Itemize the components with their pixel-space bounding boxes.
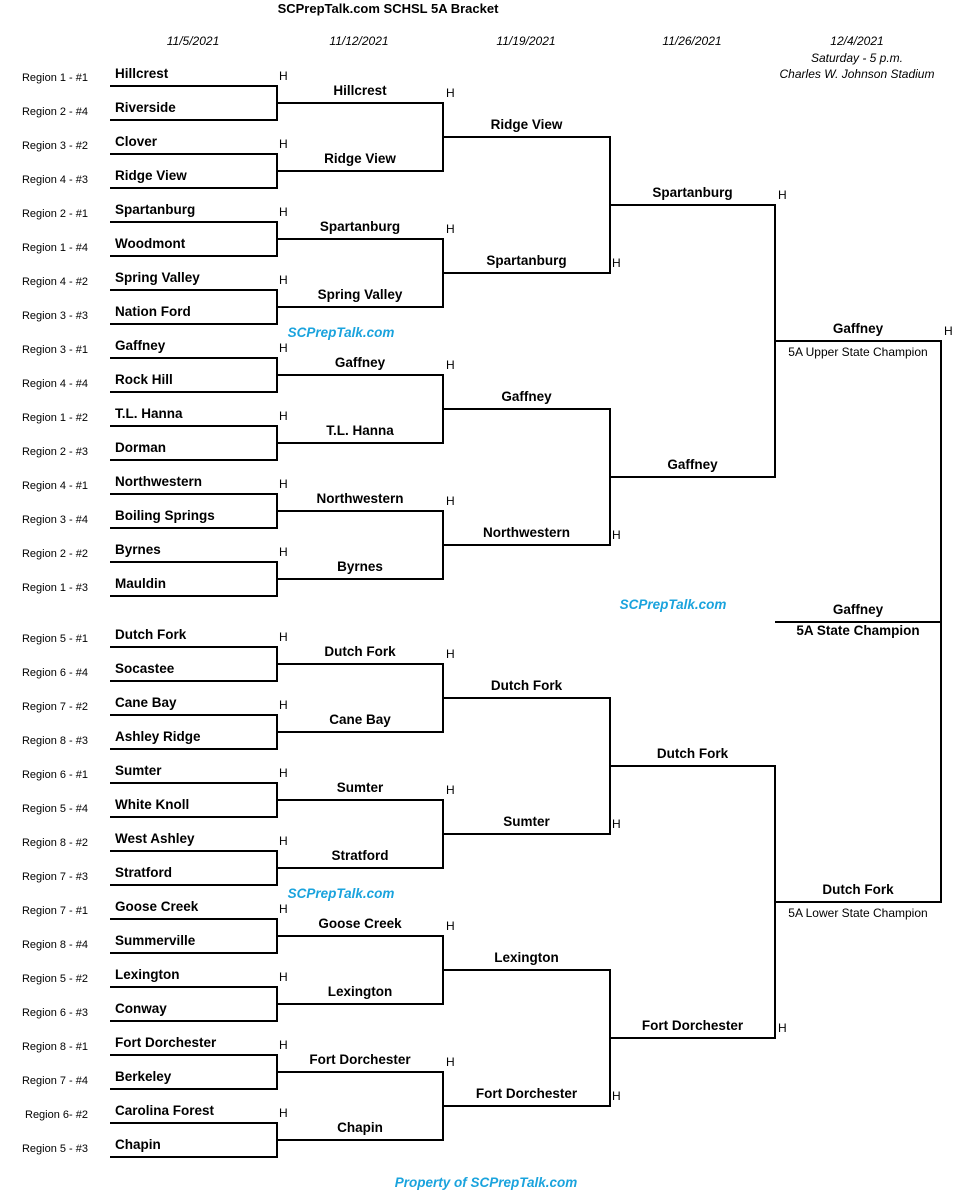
round1-team: Ashley Ridge [115, 729, 201, 744]
round1-team: Conway [115, 1001, 167, 1016]
home-marker: H [279, 545, 288, 559]
round1-team: Carolina Forest [115, 1103, 215, 1118]
home-marker: H [612, 1089, 621, 1103]
round1-team: Northwestern [115, 474, 203, 489]
upper-final-line [775, 340, 941, 342]
round-date: 11/19/2021 [496, 34, 556, 48]
home-marker: H [279, 1106, 288, 1120]
round2-team: Spartanburg [319, 219, 401, 234]
round2-line [277, 238, 443, 240]
round1-team: Byrnes [115, 542, 161, 557]
seed-label: Region 5 - #1 [21, 633, 88, 645]
home-marker: H [446, 494, 455, 508]
home-marker: H [279, 698, 288, 712]
round3-team: Lexington [494, 950, 559, 965]
home-marker: H [279, 477, 288, 491]
round2-team: Goose Creek [318, 916, 402, 931]
upper-state-champion-team: Gaffney [832, 321, 884, 336]
round2-team: T.L. Hanna [326, 423, 394, 438]
round1-line [110, 952, 277, 954]
round3-line [443, 833, 610, 835]
round-date: 11/5/2021 [166, 34, 220, 48]
round4-team: Spartanburg [652, 185, 733, 200]
seed-label: Region 1 - #2 [21, 412, 88, 424]
round4-line [610, 476, 775, 478]
round3-team: Gaffney [501, 389, 552, 404]
lower-state-champion-team: Dutch Fork [822, 882, 894, 897]
round3-line [443, 408, 610, 410]
home-marker: H [446, 1055, 455, 1069]
round-date: 11/26/2021 [662, 34, 722, 48]
final-game-time: Saturday - 5 p.m. [810, 51, 904, 65]
home-marker: H [446, 647, 455, 661]
home-marker: H [778, 188, 787, 202]
round1-line [110, 187, 277, 189]
round2-line [277, 102, 443, 104]
round3-team: Spartanburg [486, 253, 567, 268]
seed-label: Region 7 - #3 [21, 871, 88, 883]
round1-team: Summerville [115, 933, 196, 948]
round1-team: Chapin [115, 1137, 161, 1152]
round1-team: Hillcrest [115, 66, 169, 81]
round1-line [110, 816, 277, 818]
round1-line [110, 1020, 277, 1022]
seed-label: Region 2 - #4 [21, 106, 88, 118]
home-marker: H [446, 919, 455, 933]
round3-line [443, 544, 610, 546]
seed-label: Region 4 - #2 [21, 276, 88, 288]
round2-line [277, 663, 443, 665]
round1-team: Riverside [115, 100, 176, 115]
round4-line [610, 1037, 775, 1039]
footer-watermark: Property of SCPrepTalk.com [394, 1175, 578, 1190]
home-marker: H [279, 766, 288, 780]
round3-team: Sumter [503, 814, 550, 829]
round1-team: Cane Bay [115, 695, 177, 710]
round2-line [277, 442, 443, 444]
round2-line [277, 1139, 443, 1141]
round2-line [277, 799, 443, 801]
round1-team: White Knoll [115, 797, 190, 812]
home-marker: H [944, 324, 953, 338]
round2-line [277, 374, 443, 376]
round1-line [110, 1088, 277, 1090]
round2-team: Stratford [331, 848, 389, 863]
round3-team: Fort Dorchester [475, 1086, 578, 1101]
seed-label: Region 2 - #2 [21, 548, 88, 560]
round3-line [443, 697, 610, 699]
home-marker: H [446, 222, 455, 236]
round1-team: Dorman [115, 440, 167, 455]
watermark: SCPrepTalk.com [619, 597, 727, 612]
round2-team: Hillcrest [333, 83, 387, 98]
round2-team: Fort Dorchester [309, 1052, 411, 1067]
round1-line [110, 119, 277, 121]
seed-label: Region 3 - #1 [21, 344, 88, 356]
round1-team: Berkeley [115, 1069, 172, 1084]
home-marker: H [279, 834, 288, 848]
home-marker: H [446, 86, 455, 100]
round1-team: Spartanburg [115, 202, 196, 217]
round1-team: Dutch Fork [115, 627, 187, 642]
round1-line [110, 459, 277, 461]
seed-label: Region 2 - #1 [21, 208, 88, 220]
home-marker: H [279, 970, 288, 984]
seed-label: Region 7 - #1 [21, 905, 88, 917]
round1-team: West Ashley [115, 831, 195, 846]
round4-team: Dutch Fork [656, 746, 729, 761]
upper-state-champion-label: 5A Upper State Champion [788, 345, 928, 359]
round3-line [443, 969, 610, 971]
round1-team: Fort Dorchester [115, 1035, 217, 1050]
state-champion-team: Gaffney [832, 601, 884, 617]
seed-label: Region 5 - #2 [21, 973, 88, 985]
seed-label: Region 7 - #2 [21, 701, 88, 713]
seed-label: Region 1 - #4 [21, 242, 88, 254]
round4-team: Gaffney [667, 457, 718, 472]
bracket-title: SCPrepTalk.com SCHSL 5A Bracket [277, 1, 499, 16]
round2-line [277, 306, 443, 308]
home-marker: H [446, 783, 455, 797]
seed-label: Region 8 - #1 [21, 1041, 88, 1053]
round1-team: Rock Hill [115, 372, 173, 387]
round3-line [443, 136, 610, 138]
round3-team: Northwestern [482, 525, 570, 540]
home-marker: H [279, 69, 288, 83]
round-date: 12/4/2021 [830, 34, 884, 48]
home-marker: H [446, 358, 455, 372]
round1-team: Gaffney [115, 338, 166, 353]
round4-line [610, 204, 775, 206]
seed-label: Region 1 - #3 [21, 582, 88, 594]
round1-line [110, 527, 277, 529]
round2-team: Ridge View [324, 151, 396, 166]
round1-line [110, 323, 277, 325]
round2-line [277, 731, 443, 733]
seed-label: Region 7 - #4 [21, 1075, 88, 1087]
round1-team: Boiling Springs [115, 508, 215, 523]
round-date: 11/12/2021 [329, 34, 389, 48]
seed-label: Region 3 - #4 [21, 514, 88, 526]
round1-team: Lexington [115, 967, 180, 982]
seed-label: Region 4 - #3 [21, 174, 88, 186]
round1-line [110, 884, 277, 886]
seed-label: Region 2 - #3 [21, 446, 88, 458]
home-marker: H [279, 205, 288, 219]
round2-line [277, 935, 443, 937]
round1-team: Sumter [115, 763, 162, 778]
home-marker: H [279, 902, 288, 916]
seed-label: Region 6- #2 [25, 1109, 88, 1121]
round1-team: T.L. Hanna [115, 406, 183, 421]
final-venue: Charles W. Johnson Stadium [779, 67, 935, 81]
round2-line [277, 170, 443, 172]
home-marker: H [612, 817, 621, 831]
seed-label: Region 8 - #3 [21, 735, 88, 747]
round1-line [110, 595, 277, 597]
round1-line [110, 391, 277, 393]
seed-label: Region 8 - #4 [21, 939, 88, 951]
round3-line [443, 1105, 610, 1107]
round1-line [110, 1156, 277, 1158]
round1-team: Goose Creek [115, 899, 199, 914]
lower-state-champion-label: 5A Lower State Champion [788, 906, 928, 920]
home-marker: H [279, 273, 288, 287]
round2-team: Cane Bay [329, 712, 391, 727]
watermark: SCPrepTalk.com [287, 886, 395, 901]
home-marker: H [778, 1021, 787, 1035]
seed-label: Region 6 - #4 [21, 667, 88, 679]
round1-team: Ridge View [115, 168, 187, 183]
lower-final-line [775, 901, 941, 903]
seed-label: Region 3 - #3 [21, 310, 88, 322]
seed-label: Region 3 - #2 [21, 140, 88, 152]
round2-line [277, 1003, 443, 1005]
seed-label: Region 8 - #2 [21, 837, 88, 849]
home-marker: H [279, 630, 288, 644]
seed-label: Region 6 - #3 [21, 1007, 88, 1019]
round3-team: Ridge View [490, 117, 563, 132]
watermark: SCPrepTalk.com [287, 325, 395, 340]
round2-team: Spring Valley [317, 287, 403, 302]
round1-team: Nation Ford [115, 304, 191, 319]
round1-team: Mauldin [115, 576, 166, 591]
home-marker: H [612, 528, 621, 542]
round1-team: Woodmont [115, 236, 186, 251]
round2-line [277, 1071, 443, 1073]
round3-team: Dutch Fork [490, 678, 563, 693]
home-marker: H [279, 341, 288, 355]
round3-line [443, 272, 610, 274]
seed-label: Region 1 - #1 [21, 72, 88, 84]
home-marker: H [279, 1038, 288, 1052]
round1-line [110, 255, 277, 257]
seed-label: Region 5 - #3 [21, 1143, 88, 1155]
round1-team: Spring Valley [115, 270, 200, 285]
round2-team: Chapin [337, 1120, 383, 1135]
round2-line [277, 867, 443, 869]
round2-team: Sumter [336, 780, 384, 795]
seed-label: Region 6 - #1 [21, 769, 88, 781]
round2-team: Lexington [327, 984, 393, 999]
round2-line [277, 578, 443, 580]
home-marker: H [279, 137, 288, 151]
round2-team: Dutch Fork [324, 644, 396, 659]
round1-line [110, 680, 277, 682]
state-champion-label: 5A State Champion [796, 622, 920, 638]
round4-team: Fort Dorchester [641, 1018, 744, 1033]
seed-label: Region 4 - #4 [21, 378, 88, 390]
round2-team: Byrnes [337, 559, 383, 574]
round1-team: Stratford [115, 865, 172, 880]
home-marker: H [612, 256, 621, 270]
home-marker: H [279, 409, 288, 423]
seed-label: Region 4 - #1 [21, 480, 88, 492]
round1-team: Clover [115, 134, 158, 149]
round1-line [110, 748, 277, 750]
round1-team: Socastee [115, 661, 175, 676]
round4-line [610, 765, 775, 767]
round2-team: Gaffney [334, 355, 386, 370]
round2-line [277, 510, 443, 512]
seed-label: Region 5 - #4 [21, 803, 88, 815]
round2-team: Northwestern [316, 491, 404, 506]
